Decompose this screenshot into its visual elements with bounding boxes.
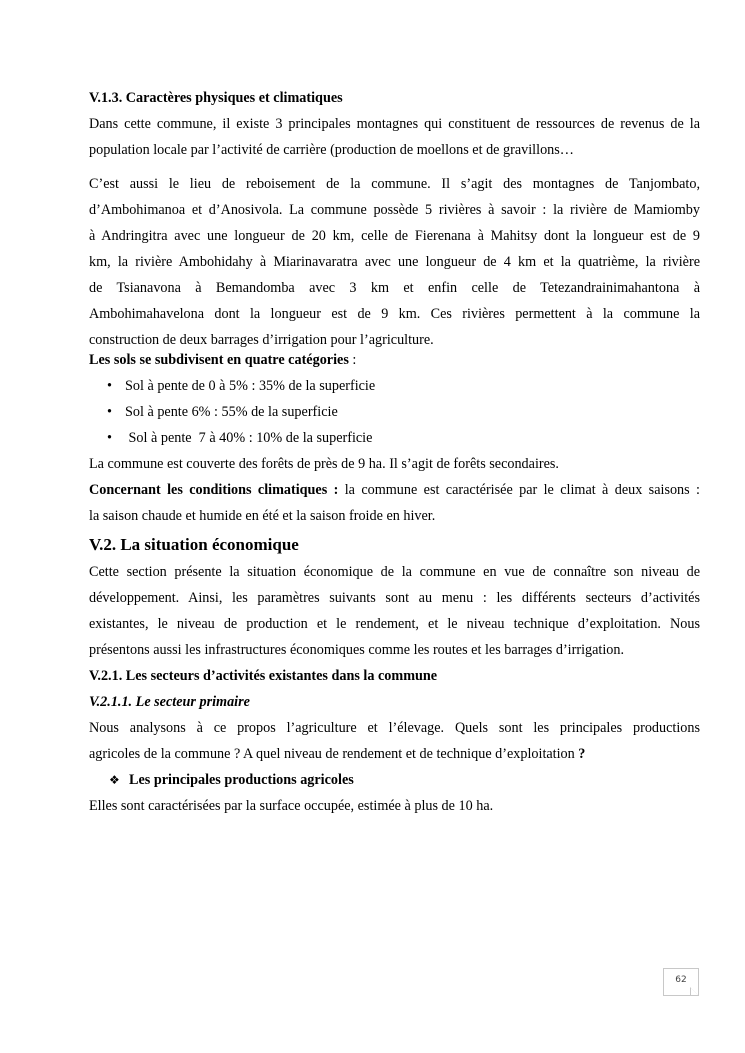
paragraph-line (89, 744, 700, 770)
bullet-icon: • (107, 430, 112, 446)
section-heading-v211: V.2.1.1. Le secteur primaire (89, 694, 250, 710)
list-item-text: Sol à pente 6% : 55% de la superficie (125, 404, 338, 420)
paragraph-line: Cette section présente la situation économique de la commune en vue de connaître son niveau de (89, 564, 700, 580)
list-item (89, 376, 700, 402)
paragraph-line: développement. Ainsi, les paramètres suivants sont au menu : les différents secteurs d’activités (89, 590, 700, 606)
climat-rest: la commune est caractérisée par le climat à deux saisons : (338, 482, 700, 498)
bullet-icon: • (107, 404, 112, 420)
climat-bold: Concernant les conditions climatiques : (89, 482, 339, 498)
page-number: 62 (675, 975, 687, 985)
paragraph-text: agricoles de la commune ? A quel niveau de rendement et de technique d’exploitation (89, 746, 575, 762)
section-heading-v13: V.1.3. Caractères physiques et climatiques (89, 90, 343, 106)
paragraph-line: présentons aussi les infrastructures économiques comme les routes et les barrages d’irrigation. (89, 642, 625, 658)
paragraph-line: km, la rivière Ambohidahy à Miarinavaratra avec une longueur de 4 km et la quatrième, la rivière (89, 254, 700, 270)
sols-heading-bold: Les sols se subdivisent en quatre catégories (89, 352, 349, 368)
diamond-bullet-icon: ❖ (109, 773, 120, 787)
paragraph-line: existantes, le niveau de production et le rendement, et le niveau technique d’exploitation. Nous (89, 616, 700, 632)
page-number-box (663, 968, 699, 996)
productions-heading-text: Les principales productions agricoles (129, 772, 354, 788)
bullet-icon: • (107, 378, 112, 394)
paragraph-question-mark: ? (574, 746, 586, 762)
paragraph-line: C’est aussi le lieu de reboisement de la commune. Il s’agit des montagnes de Tanjombato, (89, 176, 700, 192)
section-heading-v21: V.2.1. Les secteurs d’activités existantes dans la commune (89, 668, 438, 684)
sols-heading-rest: : (348, 352, 357, 368)
paragraph-line: population locale par l’activité de carrière (production de moellons et de gravillons… (89, 142, 574, 158)
climat-line-2: la saison chaude et humide en été et la saison froide en hiver. (89, 508, 436, 524)
sols-heading (89, 350, 700, 376)
paragraph-line: d’Ambohimanoa et d’Anosivola. La commune possède 5 rivières à savoir : la rivière de Mamiomby (89, 202, 700, 218)
forets-line: La commune est couverte des forêts de près de 9 ha. Il s’agit de forêts secondaires. (89, 456, 559, 472)
section-heading-v2: V.2. La situation économique (89, 535, 299, 554)
document-page (89, 88, 700, 822)
paragraph-line: Ambohimahavelona dont la longueur est de 9 km. Ces rivières permettent à la commune la (89, 306, 700, 322)
paragraph-line: à Andringitra avec une longueur de 20 km, celle de Fierenana à Mahitsy dont la longueur est de 9 (89, 228, 700, 244)
climat-line (89, 480, 700, 506)
productions-heading (89, 770, 700, 796)
paragraph-line: de Tsianavona à Bemandomba avec 3 km et enfin celle de Tetezandrainimahantona à (89, 280, 700, 296)
paragraph-line: construction de deux barrages d’irrigation pour l’agriculture. (89, 332, 434, 348)
list-item (89, 428, 700, 454)
list-item-text: Sol à pente 7 à 40% : 10% de la superficie (125, 430, 373, 446)
list-item-text: Sol à pente de 0 à 5% : 35% de la superficie (125, 378, 376, 394)
paragraph-line: Nous analysons à ce propos l’agriculture et l’élevage. Quels sont les principales productions (89, 720, 700, 736)
list-item (89, 402, 700, 428)
paragraph-line: Dans cette commune, il existe 3 principales montagnes qui constituent de ressources de revenus de la (89, 116, 700, 132)
paragraph-line: Elles sont caractérisées par la surface occupée, estimée à plus de 10 ha. (89, 798, 494, 814)
